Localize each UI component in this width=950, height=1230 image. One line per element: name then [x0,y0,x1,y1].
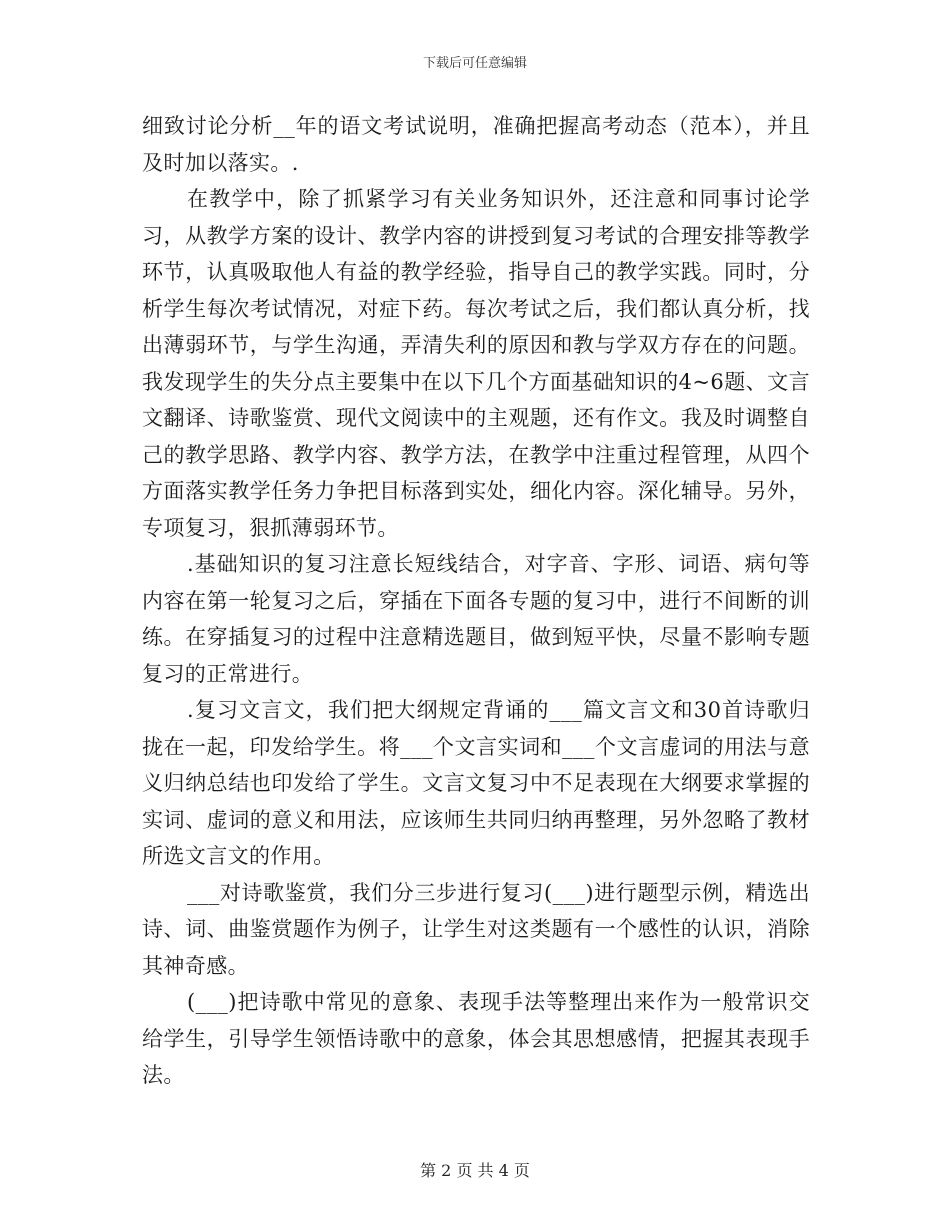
paragraph-3: .基础知识的复习注意长短线结合，对字音、字形、词语、病句等内容在第一轮复习之后，穿插在下面各专题的复习中，进行不间断的训练。在穿插复习的过程中注意精选题目，做到短平快，尽量不影响专题复习的正常进行。 [142,552,810,686]
page-header: 下载后可任意编辑 [422,56,527,71]
paragraph-5: ___对诗歌鉴赏，我们分三步进行复习(___)进行题型示例，精选出诗、词、曲鉴赏题作为例子，让学生对这类题有一个感性的认识，消除其神奇感。 [142,880,810,978]
paragraph-2: 在教学中，除了抓紧学习有关业务知识外，还注意和同事讨论学习，从教学方案的设计、教学内容的讲授到复习考试的合理安排等教学环节，认真吸取他人有益的教学经验，指导自己的教学实践。同时，分析学生每次考试情况，对症下药。每次考试之后，我们都认真分析，找出薄弱环节，与学生沟通，弄清失利的原因和教与学双方存在的问题。我发现学生的失分点主要集中在以下几个方面基础知识的4~6题、文言文翻译、诗歌鉴赏、现代文阅读中的主观题，还有作文。我及时调整自己的教学思路、教学内容、教学方法，在教学中注重过程管理，从四个方面落实教学任务力争把目标落到实处，细化内容。深化辅导。另外，专项复习，狠抓薄弱环节。 [142,187,810,540]
paragraph-6: (___)把诗歌中常见的意象、表现手法等整理出来作为一般常识交给学生，引导学生领悟诗歌中的意象，体会其思想感情，把握其表现手法。 [142,990,810,1087]
page-footer: 第 2 页 共 4 页 [420,1161,530,1180]
paragraph-1: 细致讨论分析__年的语文考试说明，准确把握高考动态（范本），并且及时加以落实。. [142,114,810,175]
paragraph-4: .复习文言文，我们把大纲规定背诵的___篇文言文和30首诗歌归拢在一起，印发给学生。将___个文言实词和___个文言虚词的用法与意义归纳总结也印发给了学生。文言文复习中不足表现在大纲要求掌握的实词、虚词的意义和用法，应该师生共同归纳再整理，另外忽略了教材所选文言文的作用。 [142,698,810,868]
document-body [142,108,810,1094]
